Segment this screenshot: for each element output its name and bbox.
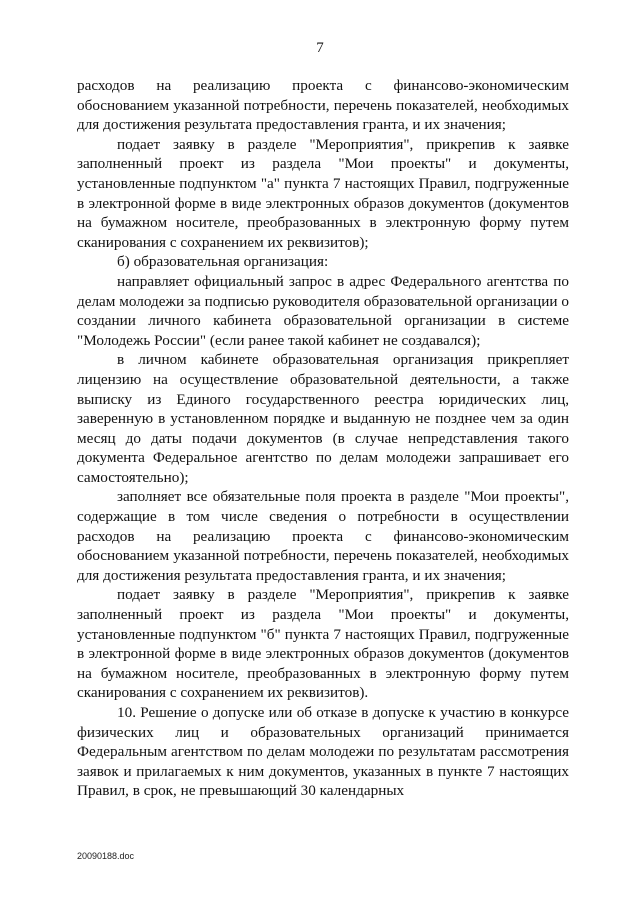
paragraph-5: в личном кабинете образовательная организация прикрепляет лицензию на осуществление образовательной деятельности, а также выписку из Единого государственного реестра юридических лиц, заверенную в установленном порядке и выданную не позднее чем за один месяц до даты подачи документов (в случае непредставления такого документа Федеральное агентство по делам молодежи запрашивает его самостоятельно);: [77, 351, 569, 486]
paragraph-2: подает заявку в разделе "Мероприятия", прикрепив к заявке заполненный проект из раздела "Мои проекты" и документы, установленные подпунктом "а" пункта 7 настоящих Правил, подгруженные в электронной форме в виде электронных образов документов (документов на бумажном носителе, преобразованных в электронную форму путем сканирования с сохранением их реквизитов);: [77, 135, 569, 251]
page-number: 7: [316, 40, 324, 56]
paragraph-1: расходов на реализацию проекта с финансово-экономическим обоснованием указанной потребности, перечень показателей, необходимых для достижения результата предоставления гранта, и их значения;: [77, 77, 569, 134]
paragraph-3: б) образовательная организация:: [117, 253, 329, 271]
document-body: [77, 76, 569, 801]
paragraph-6: заполняет все обязательные поля проекта в разделе "Мои проекты", содержащие в том числе сведения о потребности в осуществлении расходов на реализацию проекта с финансово-экономическим обоснованием указанной потребности, перечень показателей, необходимых для достижения результата предоставления гранта, и их значения;: [77, 488, 569, 584]
paragraph-7: подает заявку в разделе "Мероприятия", прикрепив к заявке заполненный проект из раздела "Мои проекты" и документы, установленные подпунктом "б" пункта 7 настоящих Правил, подгруженные в электронной форме в виде электронных образов документов (документов на бумажном носителе, преобразованных в электронную форму путем сканирования с сохранением их реквизитов).: [77, 586, 569, 702]
footer-filename: 20090188.doc: [77, 851, 135, 861]
paragraph-4: направляет официальный запрос в адрес Федерального агентства по делам молодежи за подписью руководителя образовательной организации о создании личного кабинета образовательной организации в системе "Молодежь России" (если ранее такой кабинет не создавался);: [77, 272, 569, 349]
paragraph-8: 10. Решение о допуске или об отказе в допуске к участию в конкурсе физических лиц и образовательных организаций принимается Федеральным агентством по делам молодежи по результатам рассмотрения заявок и прилагаемых к ним документов, указанных в пункте 7 настоящих Правил, в срок, не превышающий 30 календарных: [77, 704, 569, 800]
